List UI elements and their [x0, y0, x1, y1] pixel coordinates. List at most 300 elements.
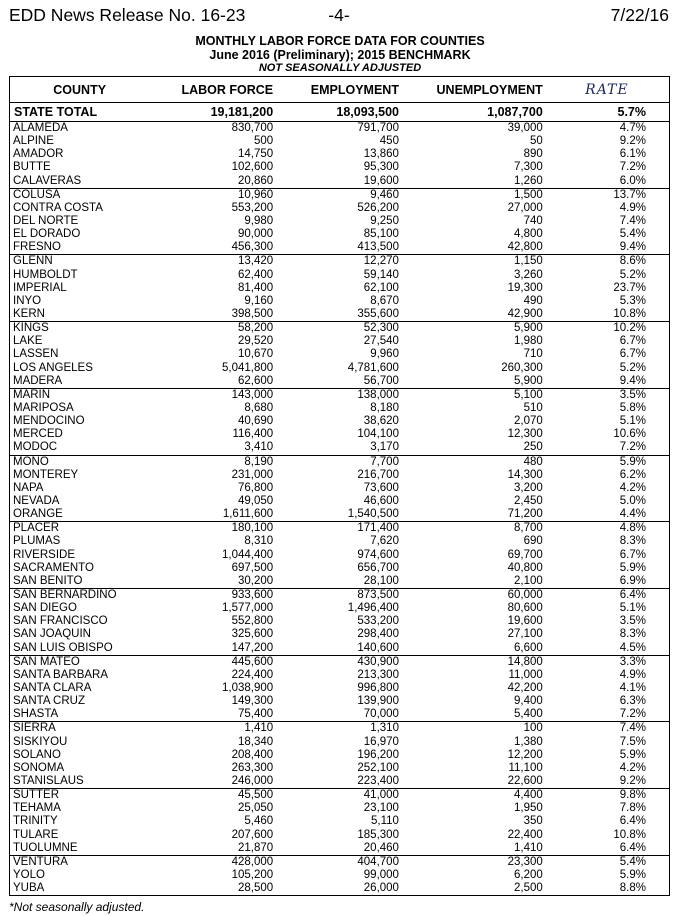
- county-employment: 70,000: [363, 708, 399, 721]
- county-employment: 73,600: [363, 481, 399, 494]
- table-row: [10, 669, 670, 682]
- county-labor-force: 62,600: [237, 374, 274, 387]
- county-labor-force: 81,400: [237, 281, 274, 294]
- table-row: [10, 241, 670, 255]
- county-unemployment: 14,300: [507, 468, 543, 481]
- county-employment: 1,540,500: [347, 508, 399, 521]
- table-row: [10, 869, 670, 882]
- column-header-unemployment: UNEMPLOYMENT: [401, 77, 545, 103]
- page-header: [9, 5, 669, 27]
- table-row: [10, 441, 670, 455]
- county-name: TULARE: [10, 828, 150, 841]
- county-rate: 5.1%: [545, 415, 670, 428]
- county-employment: 873,500: [275, 588, 401, 602]
- county-employment: 404,700: [275, 855, 401, 869]
- county-rate: 4.4%: [545, 508, 670, 522]
- county-employment: 185,300: [357, 828, 399, 841]
- county-labor-force: 180,100: [149, 522, 275, 536]
- county-unemployment: 740: [523, 215, 543, 228]
- county-rate: 6.9%: [545, 575, 670, 589]
- county-name: EL DORADO: [10, 228, 150, 241]
- table-row: [10, 428, 670, 441]
- county-name: MONO: [10, 455, 150, 469]
- county-employment: 8,180: [370, 402, 399, 415]
- county-rate: 4.5%: [545, 641, 670, 655]
- county-labor-force: 13,420: [149, 255, 275, 269]
- county-name: MONTEREY: [10, 469, 150, 482]
- county-unemployment: 480: [401, 455, 545, 469]
- county-rate: 10.8%: [545, 828, 670, 841]
- county-unemployment: 5,900: [401, 322, 545, 336]
- county-unemployment: 1,980: [514, 335, 543, 348]
- county-labor-force: 30,200: [237, 574, 274, 587]
- county-unemployment: 42,800: [507, 241, 543, 254]
- county-rate: 3.5%: [545, 615, 670, 628]
- county-unemployment: 1,150: [401, 255, 545, 269]
- county-name: SAN BENITO: [10, 575, 150, 589]
- county-employment: 7,700: [275, 455, 401, 469]
- table-row: [10, 122, 670, 136]
- county-name: SAN DIEGO: [10, 602, 150, 615]
- county-unemployment: 42,900: [507, 308, 543, 321]
- county-unemployment: 2,070: [514, 415, 543, 428]
- column-header-labor-force: LABOR FORCE: [149, 77, 275, 103]
- county-unemployment: 2,500: [401, 882, 545, 896]
- table-row: [10, 495, 670, 508]
- county-name: MENDOCINO: [10, 415, 150, 428]
- county-employment: 526,200: [357, 201, 399, 214]
- county-unemployment: 19,600: [507, 615, 543, 628]
- county-name: NAPA: [10, 482, 150, 495]
- county-name: SANTA CLARA: [10, 682, 150, 695]
- county-rate: 13.7%: [545, 188, 670, 202]
- release-date: 7/22/16: [610, 5, 669, 25]
- county-group: [10, 789, 670, 856]
- county-group: [10, 522, 670, 589]
- county-rate: 5.4%: [545, 228, 670, 241]
- county-labor-force: 5,041,800: [221, 361, 274, 374]
- county-employment: 196,200: [357, 748, 399, 761]
- release-number: EDD News Release No. 16-23: [9, 5, 246, 25]
- county-rate: 7.2%: [545, 708, 670, 722]
- county-labor-force: 75,400: [237, 708, 274, 721]
- county-employment: 5,110: [371, 815, 399, 828]
- county-labor-force: 1,410: [149, 722, 275, 736]
- county-group: [10, 388, 670, 455]
- county-group: [10, 255, 670, 322]
- county-name: YOLO: [10, 869, 150, 882]
- county-name: CONTRA COSTA: [10, 202, 150, 215]
- county-rate: 4.9%: [545, 669, 670, 682]
- county-rate: 7.5%: [545, 735, 670, 748]
- county-employment: 139,900: [357, 695, 399, 708]
- title-line-2: June 2016 (Preliminary); 2015 BENCHMARK: [209, 48, 471, 62]
- county-unemployment: 1,410: [514, 841, 543, 854]
- column-header-rate: RATE: [545, 77, 670, 103]
- county-unemployment: 22,400: [507, 828, 543, 841]
- county-name: RIVERSIDE: [10, 549, 150, 562]
- county-name: SAN FRANCISCO: [10, 615, 150, 628]
- state-total-row: [10, 103, 670, 122]
- state-total-labor-force: 19,181,200: [149, 103, 275, 122]
- county-name: INYO: [10, 295, 150, 308]
- table-row: [10, 161, 670, 174]
- county-rate: 6.4%: [545, 588, 670, 602]
- county-unemployment: 350: [523, 815, 543, 828]
- county-labor-force: 3,410: [244, 441, 274, 454]
- county-employment: 62,100: [363, 281, 399, 294]
- county-employment: 85,100: [363, 228, 399, 241]
- county-employment: 16,970: [363, 735, 399, 748]
- county-employment: 23,100: [363, 802, 399, 815]
- county-name: MARIPOSA: [10, 402, 150, 415]
- county-labor-force: 933,600: [149, 588, 275, 602]
- table-row: [10, 802, 670, 815]
- county-labor-force: 1,577,000: [221, 602, 274, 615]
- county-unemployment: 12,200: [507, 748, 543, 761]
- table-row: [10, 482, 670, 495]
- county-unemployment: 250: [523, 441, 543, 454]
- county-employment: 974,600: [357, 548, 399, 561]
- table-row: [10, 308, 670, 322]
- county-labor-force: 116,400: [232, 428, 274, 441]
- county-group: [10, 455, 670, 522]
- table-row: [10, 789, 670, 803]
- county-labor-force: 28,500: [149, 882, 275, 896]
- county-employment: 1,496,400: [347, 602, 399, 615]
- county-unemployment: 5,400: [514, 708, 543, 721]
- county-name: SANTA CRUZ: [10, 695, 150, 708]
- table-row: [10, 402, 670, 415]
- county-rate: 7.4%: [545, 215, 670, 228]
- county-name: KERN: [10, 308, 150, 322]
- county-employment: 27,540: [363, 335, 399, 348]
- county-unemployment: 14,800: [401, 655, 545, 669]
- county-unemployment: 40,800: [507, 561, 543, 574]
- county-labor-force: 445,600: [149, 655, 275, 669]
- county-unemployment: 4,400: [401, 789, 545, 803]
- county-employment: 28,100: [363, 574, 399, 587]
- county-name: SAN JOAQUIN: [10, 628, 150, 641]
- table-row: [10, 602, 670, 615]
- county-rate: 5.4%: [545, 855, 670, 869]
- county-unemployment: 260,300: [501, 361, 543, 374]
- county-unemployment: 11,100: [508, 761, 543, 774]
- county-labor-force: 149,300: [231, 695, 274, 708]
- county-labor-table: [9, 76, 670, 896]
- county-name: SOLANO: [10, 749, 150, 762]
- county-unemployment: 5,100: [401, 388, 545, 402]
- table-row: [10, 375, 670, 389]
- county-group: [10, 655, 670, 722]
- county-unemployment: 19,300: [507, 281, 543, 294]
- county-unemployment: 5,900: [514, 374, 543, 387]
- county-labor-force: 1,611,600: [222, 508, 274, 521]
- table-row: [10, 775, 670, 789]
- title-line-3: NOT SEASONALLY ADJUSTED: [258, 62, 422, 74]
- county-rate: 3.3%: [545, 655, 670, 669]
- county-name: TRINITY: [10, 815, 150, 828]
- county-rate: 5.2%: [545, 269, 670, 282]
- table-row: [10, 135, 670, 148]
- county-unemployment: 12,300: [507, 428, 543, 441]
- county-employment: 26,000: [275, 882, 401, 896]
- county-rate: 7.2%: [545, 441, 670, 455]
- table-row: [10, 255, 670, 269]
- county-employment: 450: [379, 135, 399, 148]
- county-unemployment: 1,260: [514, 174, 543, 187]
- county-employment: 8,670: [370, 294, 399, 307]
- page-number: -4-: [328, 5, 350, 25]
- table-row: [10, 549, 670, 562]
- county-unemployment: 60,000: [401, 588, 545, 602]
- table-row: [10, 215, 670, 228]
- county-employment: 9,250: [370, 215, 399, 228]
- county-labor-force: 263,300: [231, 761, 274, 774]
- county-name: STANISLAUS: [10, 775, 150, 789]
- table-row: [10, 335, 670, 348]
- county-rate: 9.2%: [545, 775, 670, 789]
- county-rate: 5.3%: [545, 295, 670, 308]
- table-row: [10, 202, 670, 215]
- county-unemployment: 71,200: [507, 508, 543, 521]
- county-employment: 12,270: [275, 255, 401, 269]
- county-unemployment: 9,400: [514, 695, 543, 708]
- county-employment: 99,000: [363, 868, 399, 881]
- county-rate: 4.2%: [545, 482, 670, 495]
- county-rate: 6.7%: [545, 335, 670, 348]
- county-rate: 6.4%: [545, 842, 670, 856]
- county-rate: 4.1%: [545, 682, 670, 695]
- table-row: [10, 469, 670, 482]
- county-labor-force: 29,520: [237, 335, 274, 348]
- county-labor-force: 552,800: [231, 615, 274, 628]
- county-labor-force: 105,200: [231, 868, 274, 881]
- county-name: LAKE: [10, 335, 150, 348]
- table-header: [10, 77, 670, 103]
- county-name: NEVADA: [10, 495, 150, 508]
- county-rate: 9.4%: [545, 241, 670, 255]
- county-employment: 140,600: [357, 641, 399, 654]
- county-name: SONOMA: [10, 762, 150, 775]
- county-employment: 46,600: [363, 495, 399, 507]
- county-name: LOS ANGELES: [10, 362, 150, 375]
- table-row: [10, 269, 670, 282]
- table-row: [10, 695, 670, 708]
- county-rate: 4.2%: [545, 762, 670, 775]
- county-rate: 5.1%: [545, 602, 670, 615]
- county-name: PLACER: [10, 522, 150, 536]
- county-name: SAN BERNARDINO: [10, 588, 150, 602]
- county-labor-force: 1,038,900: [221, 681, 274, 694]
- title-line-1: MONTHLY LABOR FORCE DATA FOR COUNTIES: [195, 34, 485, 48]
- county-unemployment: 100: [401, 722, 545, 736]
- county-labor-force: 246,000: [231, 774, 274, 787]
- county-employment: 104,100: [357, 428, 399, 441]
- county-unemployment: 7,300: [514, 161, 543, 174]
- county-employment: 223,400: [357, 774, 399, 787]
- county-labor-force: 500: [253, 135, 274, 148]
- county-name: SIERRA: [10, 722, 150, 736]
- county-name: MARIN: [10, 388, 150, 402]
- table-row: [10, 722, 670, 736]
- county-rate: 10.8%: [545, 308, 670, 322]
- table-row: [10, 508, 670, 522]
- county-labor-force: 428,000: [149, 855, 275, 869]
- county-name: COLUSA: [10, 188, 150, 202]
- county-employment: 9,960: [370, 348, 399, 361]
- county-employment: 791,700: [275, 122, 401, 136]
- county-employment: 430,900: [275, 655, 401, 669]
- county-labor-force: 102,600: [231, 161, 274, 174]
- county-name: YUBA: [10, 882, 150, 896]
- county-labor-force: 21,870: [237, 841, 274, 854]
- county-employment: 19,600: [363, 174, 399, 187]
- county-name: HUMBOLDT: [10, 269, 150, 282]
- county-name: IMPERIAL: [10, 282, 150, 295]
- county-rate: 4.9%: [545, 202, 670, 215]
- county-unemployment: 27,100: [507, 628, 543, 641]
- county-unemployment: 69,700: [507, 548, 543, 561]
- county-labor-force: 14,750: [237, 148, 274, 161]
- county-rate: 5.9%: [545, 562, 670, 575]
- table-row: [10, 575, 670, 589]
- county-unemployment: 50: [529, 135, 543, 148]
- county-name: SUTTER: [10, 789, 150, 803]
- county-unemployment: 1,500: [401, 188, 545, 202]
- table-row: [10, 362, 670, 375]
- county-group: [10, 855, 670, 895]
- county-rate: 5.9%: [545, 749, 670, 762]
- state-total-employment: 18,093,500: [275, 103, 401, 122]
- table-row: [10, 228, 670, 241]
- county-name: SANTA BARBARA: [10, 669, 150, 682]
- county-employment: 355,600: [357, 308, 399, 321]
- county-name: KINGS: [10, 322, 150, 336]
- state-total-label: STATE TOTAL: [10, 103, 150, 122]
- county-name: MADERA: [10, 375, 150, 389]
- county-labor-force: 398,500: [231, 308, 274, 321]
- county-rate: 8.3%: [545, 535, 670, 548]
- county-employment: 213,300: [357, 668, 399, 681]
- table-row: [10, 682, 670, 695]
- county-rate: 5.0%: [545, 495, 670, 508]
- county-employment: 9,460: [275, 188, 401, 202]
- county-name: SISKIYOU: [10, 735, 150, 748]
- county-labor-force: 224,400: [231, 668, 274, 681]
- county-employment: 216,700: [357, 468, 399, 481]
- county-employment: 13,860: [363, 148, 399, 161]
- county-labor-force: 62,400: [237, 268, 274, 281]
- state-total-rate: 5.7%: [545, 103, 670, 122]
- county-labor-force: 207,600: [231, 828, 274, 841]
- county-labor-force: 8,310: [244, 535, 274, 548]
- table-row: [10, 735, 670, 748]
- table-row: [10, 615, 670, 628]
- county-name: SAN LUIS OBISPO: [10, 641, 150, 655]
- county-rate: 7.2%: [545, 161, 670, 174]
- county-rate: 3.5%: [545, 388, 670, 402]
- county-name: SACRAMENTO: [10, 562, 150, 575]
- county-labor-force: 58,200: [149, 322, 275, 336]
- county-unemployment: 42,200: [507, 681, 543, 694]
- table-row: [10, 175, 670, 189]
- county-group: [10, 188, 670, 255]
- county-labor-force: 553,200: [231, 201, 274, 214]
- county-labor-force: 325,600: [231, 628, 274, 641]
- table-row: [10, 322, 670, 336]
- table-row: [10, 815, 670, 828]
- county-unemployment: 690: [523, 535, 543, 548]
- county-labor-force: 20,860: [237, 174, 274, 187]
- county-labor-force: 8,190: [149, 455, 275, 469]
- county-employment: 20,460: [363, 841, 399, 854]
- footnote: *Not seasonally adjusted.: [9, 900, 145, 914]
- county-name: SAN MATEO: [10, 655, 150, 669]
- county-rate: 7.4%: [545, 722, 670, 736]
- county-rate: 5.8%: [545, 402, 670, 415]
- county-rate: 4.7%: [545, 122, 670, 136]
- county-employment: 52,300: [275, 322, 401, 336]
- county-employment: 7,620: [370, 535, 399, 548]
- county-rate: 8.3%: [545, 628, 670, 641]
- county-unemployment: 510: [523, 402, 543, 415]
- county-rate: 6.0%: [545, 175, 670, 189]
- county-employment: 3,170: [370, 441, 399, 454]
- county-rate: 23.7%: [545, 282, 670, 295]
- county-employment: 41,000: [275, 789, 401, 803]
- county-name: FRESNO: [10, 241, 150, 255]
- county-labor-force: 143,000: [149, 388, 275, 402]
- table-row: [10, 708, 670, 722]
- county-name: CALAVERAS: [10, 175, 150, 189]
- county-unemployment: 890: [523, 148, 543, 161]
- county-rate: 4.8%: [545, 522, 670, 536]
- county-unemployment: 490: [523, 294, 543, 307]
- county-labor-force: 18,340: [237, 735, 274, 748]
- county-employment: 533,200: [357, 615, 399, 628]
- table-row: [10, 415, 670, 428]
- county-name: LASSEN: [10, 348, 150, 361]
- county-name: ALPINE: [10, 135, 150, 148]
- county-name: DEL NORTE: [10, 215, 150, 228]
- county-rate: 7.8%: [545, 802, 670, 815]
- county-unemployment: 6,600: [514, 641, 543, 654]
- county-rate: 6.2%: [545, 469, 670, 482]
- county-employment: 56,700: [363, 374, 399, 387]
- table-row: [10, 455, 670, 469]
- county-rate: 6.4%: [545, 815, 670, 828]
- county-employment: 413,500: [357, 241, 399, 254]
- county-labor-force: 147,200: [231, 641, 274, 654]
- county-labor-force: 208,400: [231, 748, 274, 761]
- table-row: [10, 855, 670, 869]
- county-rate: 9.2%: [545, 135, 670, 148]
- table-row: [10, 188, 670, 202]
- county-name: ORANGE: [10, 508, 150, 522]
- table-row: [10, 641, 670, 655]
- county-labor-force: 1,044,400: [221, 548, 274, 561]
- county-unemployment: 8,700: [401, 522, 545, 536]
- state-total-section: [10, 103, 670, 122]
- county-unemployment: 39,000: [401, 122, 545, 136]
- county-rate: 6.7%: [545, 549, 670, 562]
- county-employment: 138,000: [275, 388, 401, 402]
- county-rate: 10.6%: [545, 428, 670, 441]
- county-rate: 9.4%: [545, 375, 670, 389]
- county-labor-force: 90,000: [237, 228, 274, 241]
- county-unemployment: 11,000: [508, 668, 543, 681]
